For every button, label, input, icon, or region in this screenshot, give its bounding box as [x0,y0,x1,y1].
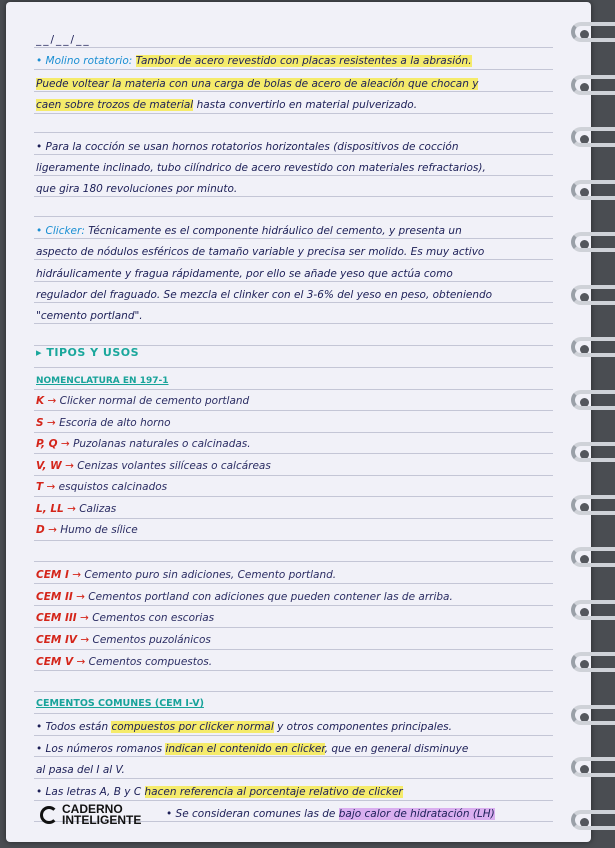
binder-ring-icon [571,127,615,147]
ruled-line [34,540,553,541]
ruled-line [34,605,553,606]
cem-item [36,633,551,647]
ruled-line [34,561,553,562]
molino-label: • Molino rotatorio: [36,55,133,67]
nomenclatura-code: L, LL [36,503,64,515]
comunes-line-3: al pasa del I al V. [36,764,125,776]
nomenclatura-text: Calizas [79,503,117,515]
cem-text: Cementos portland con adiciones que pueden contener las de arriba. [88,591,453,603]
ruled-line [34,800,553,801]
comunes-title: CEMENTOS COMUNES (CEM I-V) [36,698,204,709]
nomenclatura-text: Humo de sílice [60,524,138,536]
ruled-line [34,453,553,454]
coccion-line-3: que gira 180 revoluciones por minuto. [36,183,238,195]
cem-text: Cementos puzolánicos [92,634,211,646]
ruled-line [34,69,553,70]
ruled-line [34,175,553,176]
date-field: __/__/__ [36,34,91,46]
cem-text: Cemento puro sin adiciones, Cemento portland. [84,569,337,581]
cem-text: Cementos con escorias [92,612,215,624]
ruled-line [34,91,553,92]
molino-line-2: Puede voltear la materia con una carga de bolas de acero de aleación que chocan y [36,78,479,90]
cem-code: CEM IV [36,634,78,646]
ruled-line [34,756,553,757]
brand-logo [40,804,141,826]
nomenclatura-text: Puzolanas naturales o calcinadas. [73,438,251,450]
ruled-line [34,132,553,133]
cem-code: CEM III [36,612,77,624]
nomenclatura-item [36,502,551,516]
arrow-icon: → [80,634,90,646]
arrow-icon: → [48,524,57,536]
binder-ring-icon [571,22,615,42]
nomenclatura-text: Escoria de alto horno [59,417,171,429]
comunes-line-1: • Todos están compuestos por clicker normal y otros componentes principales. [36,721,452,733]
arrow-icon: → [76,656,86,668]
binder-ring-icon [571,442,615,462]
ruled-line [34,323,553,324]
nomenclatura-code: D [36,524,45,536]
arrow-icon: → [65,460,74,472]
coccion-line-1: • Para la cocción se usan hornos rotatorios horizontales (dispositivos de cocción [36,141,459,153]
logo-line-2: INTELIGENTE [62,813,142,827]
nomenclatura-code: K [36,395,45,407]
binder-ring-icon [571,390,615,410]
binder-ring-icon [571,285,615,305]
ruled-line [34,518,553,519]
clicker-line-4: regulador del fraguado. Se mezcla el clinker con el 3-6% del yeso en peso, obteniendo [36,289,493,301]
nomenclatura-text: Clicker normal de cemento portland [59,395,250,407]
cem-text: Cementos compuestos. [88,656,213,668]
section-title-tipos: ▸ TIPOS Y USOS [36,346,140,359]
molino-line-1: • Molino rotatorio: Tambor de acero revestido con placas resistentes a la abrasión. [36,55,472,67]
ruled-line [34,196,553,197]
cem-item [36,590,551,604]
binder-ring-icon [571,757,615,777]
arrow-icon: → [46,481,56,493]
ruled-line [34,47,553,48]
logo-c-icon [40,806,58,824]
binder-ring-icon [571,547,615,567]
ruled-line [34,583,553,584]
comunes-line-4: • Las letras A, B y C hacen referencia al porcentaje relativo de clicker [36,786,403,798]
ruled-line [34,691,553,692]
cem-item [36,611,551,625]
ruled-line [34,496,553,497]
arrow-icon: → [47,395,57,407]
nomenclatura-code: T [36,481,44,493]
clicker-line-1: • Clicker: Técnicamente es el componente hidráulico del cemento, y presenta un [36,225,462,237]
nomenclatura-text: esquistos calcinados [58,481,168,493]
logo-line-1: CADERNO [62,802,123,816]
ruled-line [34,113,553,114]
cem-code: CEM I [36,569,69,581]
ruled-line [34,735,553,736]
nomenclatura-item [36,416,551,430]
clicker-line-2: aspecto de nódulos esféricos de tamaño variable y precisa ser molido. Es muy activo [36,246,485,258]
ruled-line [34,627,553,628]
ruled-line [34,649,553,650]
cem-item [36,655,551,669]
arrow-icon: → [76,591,85,603]
clicker-line-3: hidráulicamente y fragua rápidamente, por ello se añade yeso que actúa como [36,268,453,280]
ruled-line [34,367,553,368]
arrow-icon: → [80,612,89,624]
cem-item [36,568,551,582]
comunes-line-5: • Se consideran comunes las de bajo calor de hidratación (LH) [166,808,495,820]
ruled-line [34,432,553,433]
nomenclatura-code: P, Q [36,438,58,450]
nomenclatura-title: NOMENCLATURA EN 197-1 [36,376,169,386]
binder-ring-icon [571,180,615,200]
binder-ring-icon [571,75,615,95]
arrow-icon: → [60,438,70,450]
ruled-line [34,670,553,671]
comunes-line-2: • Los números romanos indican el contenido en clicker, que en general disminuye [36,743,469,755]
binder-ring-icon [571,810,615,830]
ruled-line [34,216,553,217]
ruled-line [34,410,553,411]
ruled-line [34,475,553,476]
nomenclatura-code: S [36,417,44,429]
arrow-icon: → [46,417,56,429]
ruled-line [34,713,553,714]
nomenclatura-item [36,523,551,537]
ruled-line [34,238,553,239]
binder-ring-icon [571,652,615,672]
notebook-page [6,2,591,842]
binder-ring-icon [571,337,615,357]
arrow-icon: → [72,569,82,581]
molino-line-3: caen sobre trozos de material hasta convertirlo en material pulverizado. [36,99,418,111]
binder-ring-icon [571,705,615,725]
nomenclatura-item [36,480,551,494]
nomenclatura-item [36,459,551,473]
clicker-line-5: "cemento portland". [36,310,143,322]
binder-ring-icon [571,495,615,515]
nomenclatura-text: Cenizas volantes silíceas o calcáreas [77,460,271,472]
coccion-line-2: ligeramente inclinado, tubo cilíndrico de acero revestido con materiales refractarios), [36,162,486,174]
arrow-icon: → [67,503,76,515]
nomenclatura-item [36,394,551,408]
binder-ring-icon [571,600,615,620]
nomenclatura-code: V, W [36,460,62,472]
ruled-line [34,259,553,260]
cem-code: CEM V [36,656,74,668]
ruled-line [34,778,553,779]
ruled-line [34,281,553,282]
ruled-line [34,389,553,390]
nomenclatura-item [36,437,551,451]
clicker-label: • Clicker: [36,225,85,237]
cem-code: CEM II [36,591,73,603]
ruled-line [34,302,553,303]
ruled-line [34,154,553,155]
binder-ring-icon [571,232,615,252]
